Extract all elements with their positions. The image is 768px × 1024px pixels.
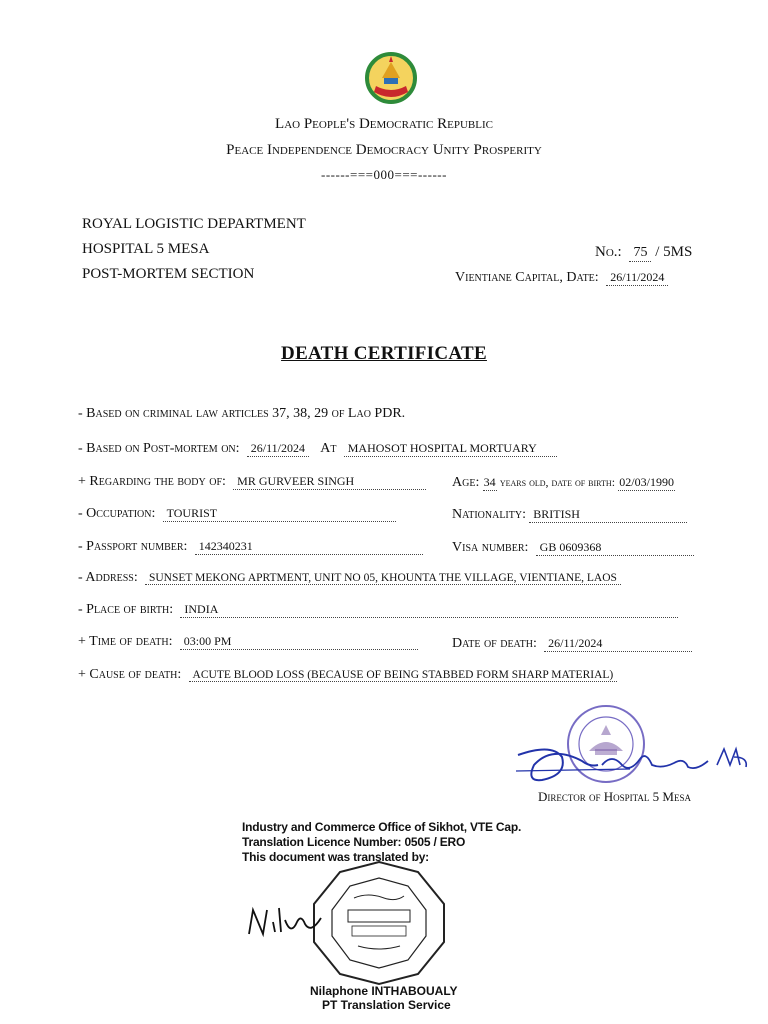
legal-basis-line bbox=[78, 405, 405, 422]
date-of-death-line bbox=[452, 635, 692, 652]
postmortem-at-label: At bbox=[320, 441, 337, 456]
national-motto: Peace Independence Democracy Unity Prosperity bbox=[226, 142, 542, 158]
occupation-value: TOURIST bbox=[163, 506, 396, 522]
time-of-death-value: 03:00 PM bbox=[180, 634, 418, 650]
place-of-birth-value: INDIA bbox=[180, 602, 678, 618]
nationality-line bbox=[452, 506, 687, 523]
time-of-death-label: + Time of death: bbox=[78, 634, 173, 649]
date-of-death-label: Date of death: bbox=[452, 636, 537, 651]
date-of-death-value: 26/11/2024 bbox=[544, 636, 692, 652]
director-title: Director of Hospital 5 Mesa bbox=[538, 789, 691, 804]
issue-date bbox=[455, 270, 668, 286]
institution-line-1: ROYAL LOGISTIC DEPARTMENT bbox=[82, 216, 306, 232]
cause-of-death-line bbox=[78, 666, 617, 683]
age-dob-line bbox=[452, 474, 675, 491]
age-label: Age: bbox=[452, 475, 480, 490]
place-of-birth-label: - Place of birth: bbox=[78, 602, 174, 617]
visa-label: Visa number: bbox=[452, 540, 529, 555]
translator-name: Nilaphone INTHABOUALY bbox=[310, 984, 458, 998]
country-name: Lao People's Democratic Republic bbox=[275, 116, 493, 132]
postmortem-line bbox=[78, 440, 557, 457]
address-value: SUNSET MEKONG APRTMENT, UNIT NO 05, KHOUNTA THE VILLAGE, VIENTIANE, LAOS bbox=[145, 572, 621, 585]
postmortem-date: 26/11/2024 bbox=[247, 441, 309, 457]
director-signature bbox=[512, 735, 752, 790]
translation-licence: Translation Licence Number: 0505 / ERO bbox=[242, 835, 466, 849]
age-suffix: years old, date of birth: bbox=[499, 475, 616, 489]
address-line bbox=[78, 569, 621, 586]
body-name-label: + Regarding the body of: bbox=[78, 474, 226, 489]
body-name-line bbox=[78, 473, 426, 490]
nationality-label: Nationality: bbox=[452, 507, 526, 522]
lao-national-emblem bbox=[360, 52, 422, 104]
reference-number-value: 75 bbox=[629, 245, 651, 262]
body-name-value: MR GURVEER SINGH bbox=[233, 474, 426, 490]
visa-line bbox=[452, 539, 694, 556]
institution-line-2: HOSPITAL 5 MESA bbox=[82, 241, 210, 257]
occupation-line bbox=[78, 505, 396, 522]
passport-value: 142340231 bbox=[195, 539, 423, 555]
postmortem-place: MAHOSOT HOSPITAL MORTUARY bbox=[344, 441, 557, 457]
postmortem-label: - Based on Post-mortem on: bbox=[78, 441, 240, 456]
translation-office: Industry and Commerce Office of Sikhot, VTE Cap. bbox=[242, 820, 522, 834]
legal-basis-text: - Based on criminal law articles 37, 38, 29 of Lao PDR. bbox=[78, 406, 406, 421]
header-separator: ------===000===------ bbox=[321, 167, 447, 182]
nationality-value: BRITISH bbox=[529, 507, 687, 523]
institution-line-3: POST-MORTEM SECTION bbox=[82, 266, 255, 282]
cause-of-death-label: + Cause of death: bbox=[78, 667, 182, 682]
passport-line bbox=[78, 538, 423, 555]
occupation-label: - Occupation: bbox=[78, 506, 156, 521]
age-value: 34 bbox=[483, 475, 496, 489]
translation-service-stamp bbox=[308, 858, 450, 988]
document-title: DEATH CERTIFICATE bbox=[281, 343, 487, 364]
reference-number-label: No.: bbox=[595, 244, 622, 260]
time-of-death-line bbox=[78, 633, 418, 650]
translator-signature bbox=[245, 900, 325, 940]
issue-date-value: 26/11/2024 bbox=[606, 270, 668, 286]
issue-date-label: Vientiane Capital, Date: bbox=[455, 270, 599, 285]
dob-value: 02/03/1990 bbox=[619, 475, 674, 489]
translation-note: This document was translated by: bbox=[242, 850, 429, 864]
reference-number bbox=[595, 244, 692, 262]
visa-value: GB 0609368 bbox=[536, 540, 694, 556]
reference-number-suffix: / 5MS bbox=[655, 244, 693, 260]
passport-label: - Passport number: bbox=[78, 539, 188, 554]
place-of-birth-line bbox=[78, 601, 678, 618]
cause-of-death-value: ACUTE BLOOD LOSS (BECAUSE OF BEING STABBED FORM SHARP MATERIAL) bbox=[189, 669, 618, 682]
address-label: - Address: bbox=[78, 570, 138, 585]
translation-service-name: PT Translation Service bbox=[322, 998, 451, 1012]
